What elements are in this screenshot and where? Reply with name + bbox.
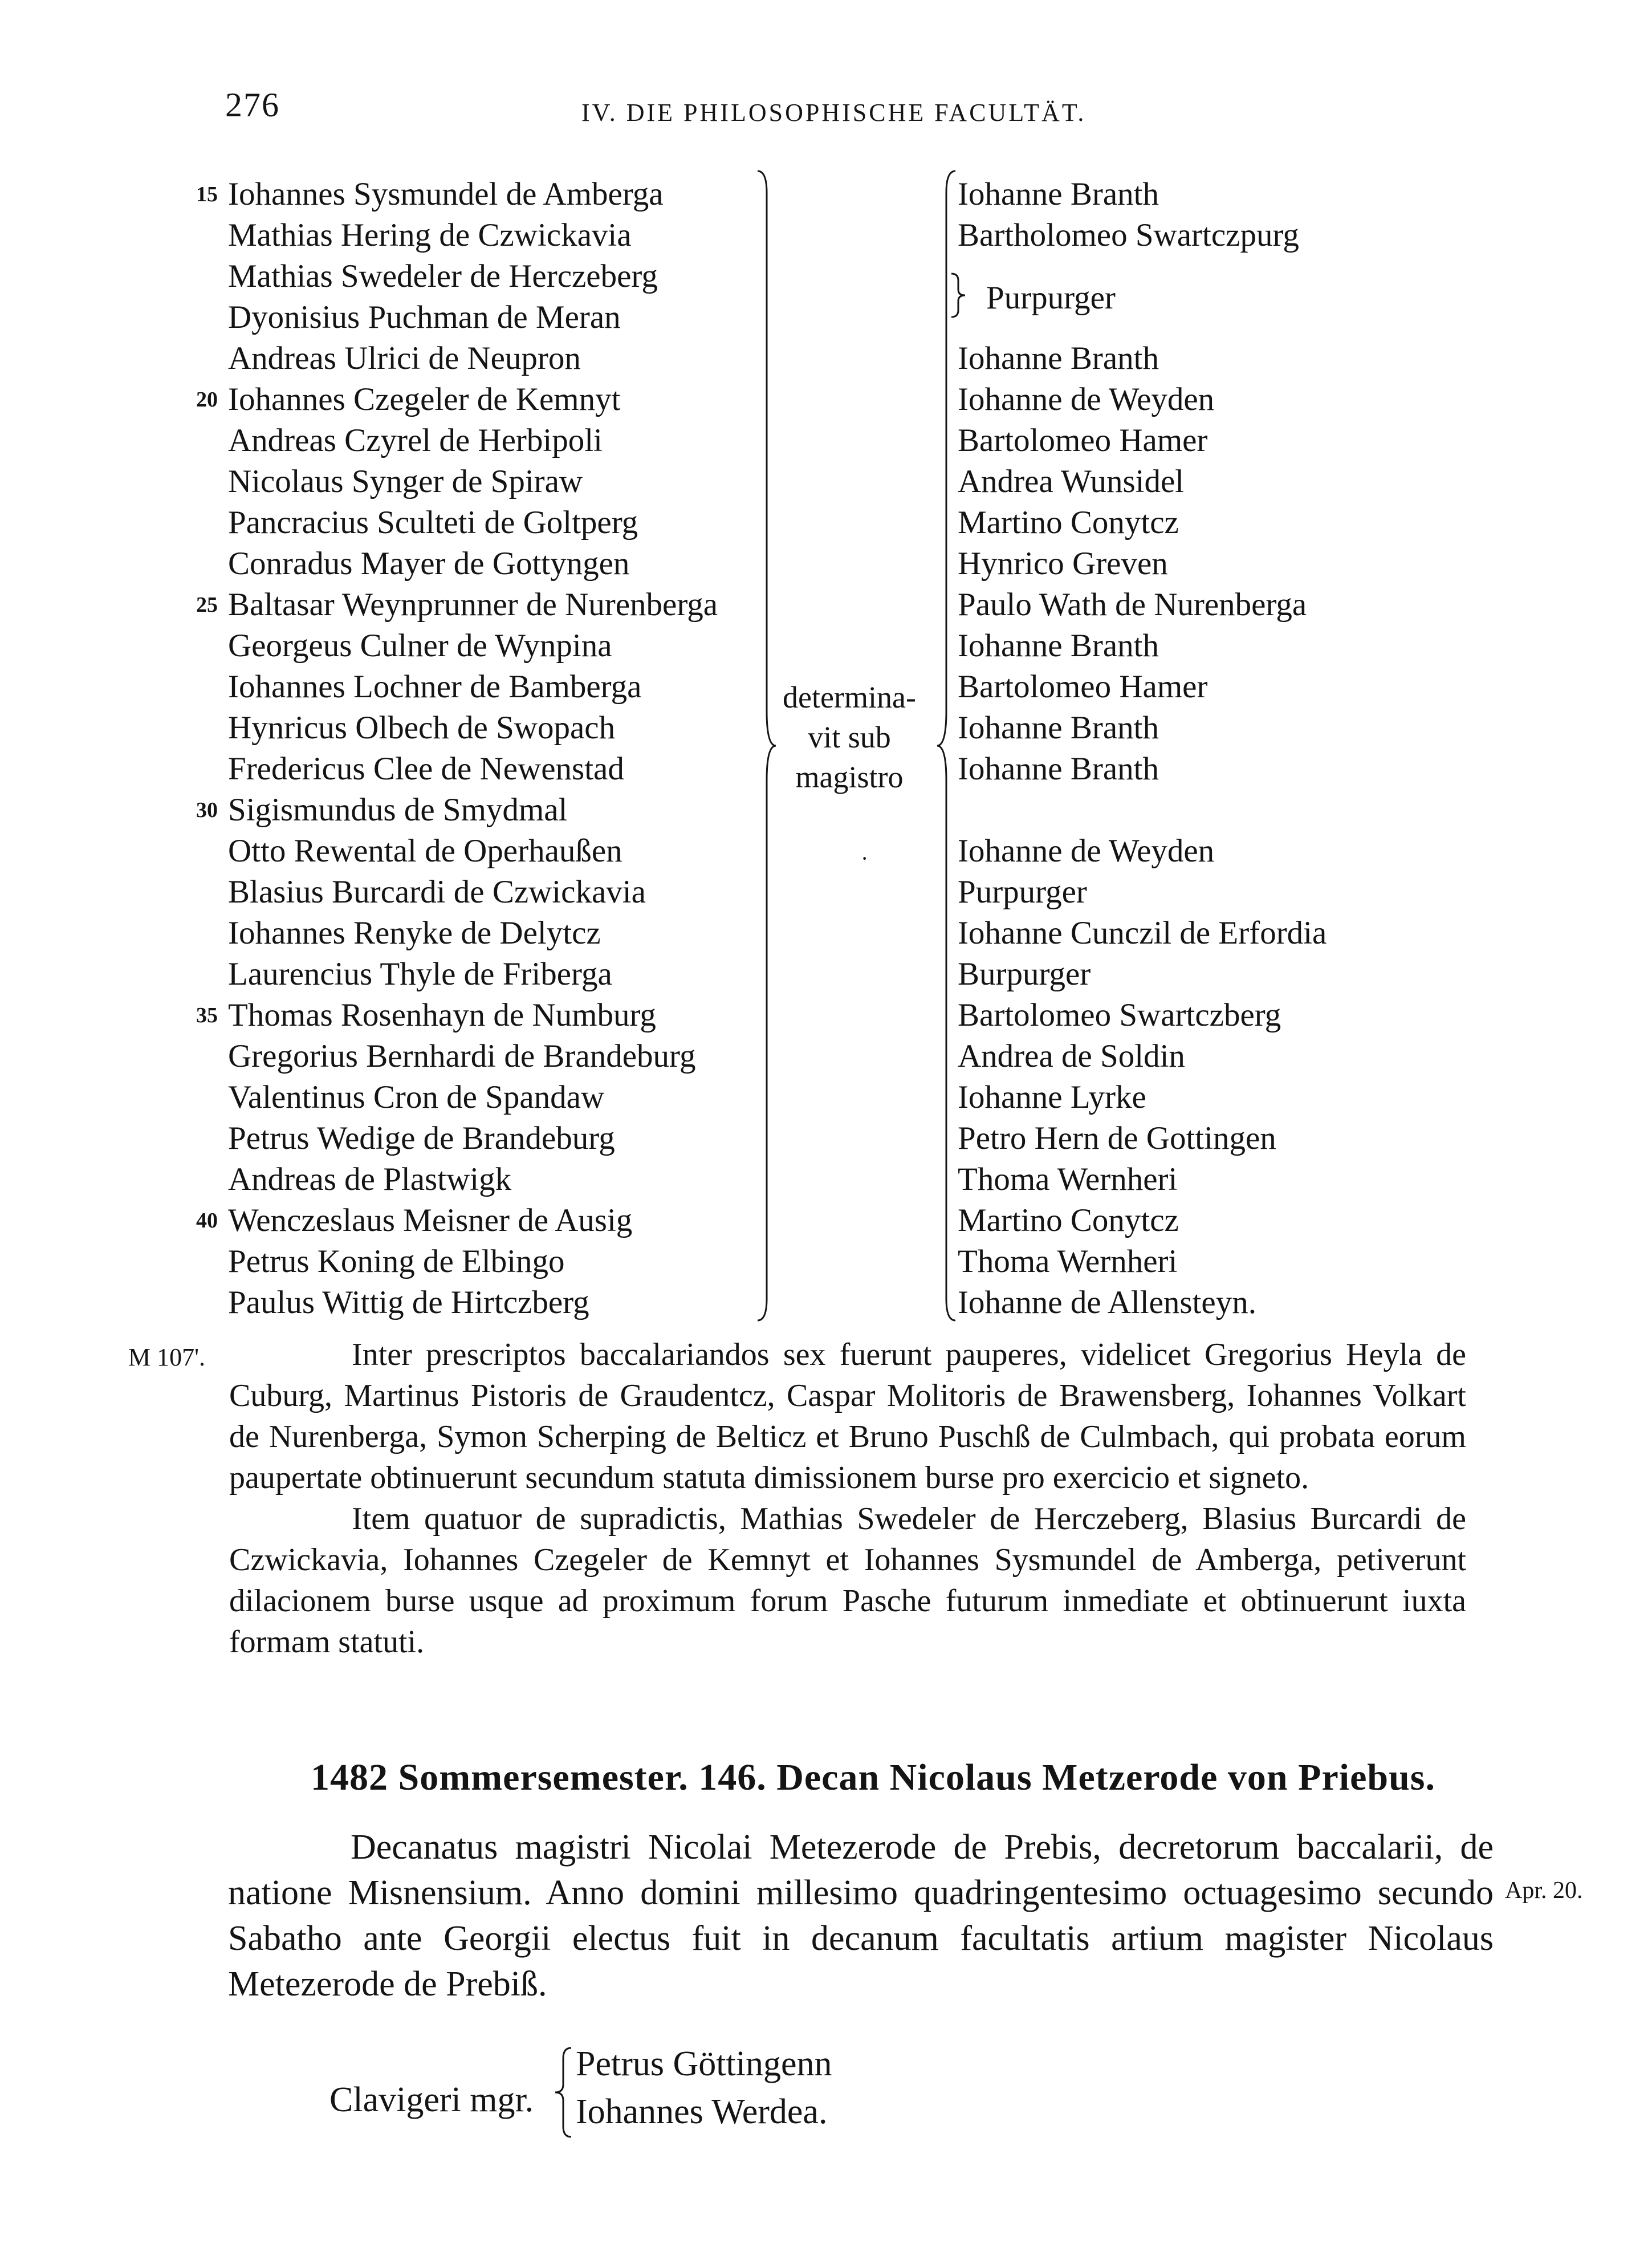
student-name: Nicolaus Synger de Spiraw [228,464,583,499]
examiner-row [958,502,1380,543]
student-name: Blasius Burcardi de Czwickavia [228,874,646,910]
examiner-row [958,1159,1380,1200]
examiner-name: Burpurger [958,956,1091,992]
examiner-name: Iohanne Branth [958,710,1159,746]
examiner-row [958,1282,1380,1323]
section-heading: 1482 Sommersemester. 146. Decan Nicolaus Metzerode von Priebus. [311,1757,1435,1798]
clavigeri-label: Clavigeri mgr. [329,2080,534,2119]
examiner-name: Andrea Wunsidel [958,464,1185,499]
student-name: Laurencius Thyle de Friberga [228,956,612,992]
middle-label-line: determina- [783,680,916,714]
examiner-row [958,995,1380,1036]
left-group-brace [755,170,778,1322]
student-name: Paulus Wittig de Hirtczberg [228,1285,589,1320]
examiner-name: Iohanne Branth [958,340,1159,376]
student-row [228,420,752,461]
examiner-row [958,215,1380,256]
line-number: 20 [196,388,218,412]
examiner-name: Paulo Wath de Nurenberga [958,587,1307,623]
examiner-name: Bartolomeo Hamer [958,669,1208,705]
page-number: 276 [225,86,280,124]
student-name: Mathias Swedeler de Herczeberg [228,258,658,294]
student-name: Mathias Hering de Czwickavia [228,217,632,253]
examiner-row [958,174,1380,215]
student-name: Andreas de Plastwigk [228,1161,512,1197]
student-row [228,666,752,708]
examiner-row [958,954,1380,995]
clavigeri-name: Iohannes Werdea. [576,2092,828,2131]
examiner-row [958,584,1380,625]
student-name: Thomas Rosenhayn de Numburg [228,997,656,1033]
examiner-row [958,1077,1380,1118]
clavigeri-brace [552,2047,575,2141]
student-name: Georgeus Culner de Wynpina [228,628,612,664]
dilacio-paragraph: Item quatuor de supradictis, Mathias Swedeler de Herczeberg, Blasius Burcardi de Czwickavia, Iohannes Czegeler de Kemnyt et Iohannes Sysmundel de Amberga, petiverunt dilacionem burse usque ad proximum forum Pasche futurum inmediate et obtinuerunt iuxta formam statuti. [229,1501,1466,1660]
examiner-row [958,1241,1380,1282]
examiner-name: Thoma Wernheri [958,1243,1178,1279]
student-name: Dyonisius Puchman de Meran [228,299,621,335]
student-row [228,749,752,790]
examiner-row [958,913,1380,954]
student-row [228,502,752,543]
examiner-row [958,708,1380,749]
line-number: 35 [196,1003,218,1027]
student-row [228,872,752,913]
paupers-paragraph: Inter prescriptos baccalariandos sex fuerunt pauperes, videlicet Gregorius Heyla de Cuburg, Martinus Pistoris de Graudentcz, Caspar Molitoris de Brawensberg, Iohannes Volkart de Nurenberga, Symon Scherping de Belticz et Bruno Puschß de Culmbach, qui probata eorum paupertate obtinuerunt secundum statuta dimissionem burse pro exercicio et signeto. [229,1337,1466,1495]
line-number: 25 [196,593,218,617]
student-name: Iohannes Czegeler de Kemnyt [228,381,621,417]
examiner-name: Iohanne de Weyden [958,833,1215,869]
examiner-name: Bartolomeo Swartczberg [958,997,1281,1033]
student-row [228,913,752,954]
examiner-name: Martino Conytcz [958,1202,1179,1238]
student-row [228,1159,752,1200]
decanatus-paragraph: Decanatus magistri Nicolai Metezerode de Prebis, decretorum baccalarii, de natione Misnensium. Anno domini millesimo quadringentesimo octuagesimo secundo Sabatho ante Georgii electus fuit in decanum facultatis artium magister Nicolaus Metezerode de Prebiß. [228,1828,1494,2003]
student-name: Iohannes Lochner de Bamberga [228,669,642,705]
student-name: Pancracius Sculteti de Goltperg [228,505,638,540]
student-name: Gregorius Bernhardi de Brandeburg [228,1038,696,1074]
examiner-row [958,461,1380,502]
student-name: Sigismundus de Smydmal [228,792,568,828]
middle-label-line: magistro [795,760,904,794]
student-name: Petrus Koning de Elbingo [228,1243,565,1279]
student-name: Hynricus Olbech de Swopach [228,710,616,746]
grouped-examiner: Purpurger [986,280,1116,316]
student-row [228,215,752,256]
student-row [228,1077,752,1118]
student-name: Petrus Wedige de Brandeburg [228,1120,615,1156]
student-name: Andreas Czyrel de Herbipoli [228,422,603,458]
stray-dot: · [861,846,869,871]
student-row [228,543,752,584]
middle-label-line: vit sub [808,720,891,754]
clavigeri-name: Petrus Göttingenn [576,2045,832,2083]
examiner-name: Iohanne de Allensteyn. [958,1285,1256,1320]
student-row [196,584,752,625]
examiner-name: Bartholomeo Swartczpurg [958,217,1299,253]
margin-note-m107: M 107'. [128,1343,206,1371]
student-name: Conradus Mayer de Gottyngen [228,546,630,582]
examiner-row [958,543,1380,584]
examiner-name: Iohanne Cunczil de Erfordia [958,915,1327,951]
examiner-name: Bartolomeo Hamer [958,422,1208,458]
examiner-name: Hynrico Greven [958,546,1168,582]
student-name: Andreas Ulrici de Neupron [228,340,581,376]
student-row [228,297,752,338]
examiner-name: Thoma Wernheri [958,1161,1178,1197]
examiner-row [958,666,1380,708]
examiner-row [958,625,1380,666]
clavigeri-names [576,2040,832,2136]
student-row [196,1200,752,1241]
student-name-list [196,174,752,1323]
line-number: 30 [196,798,218,822]
examiner-list [958,174,1380,1323]
student-name: Wenczeslaus Meisner de Ausig [228,1202,633,1238]
examiner-row [958,749,1380,790]
margin-note-date: Apr. 20. [1505,1877,1583,1904]
student-name: Valentinus Cron de Spandaw [228,1079,605,1115]
student-row [228,1118,752,1159]
examiner-name: Iohanne Branth [958,176,1159,212]
student-row [228,954,752,995]
student-name: Iohannes Sysmundel de Amberga [228,176,664,212]
student-row [228,1036,752,1077]
examiner-row [958,1200,1380,1241]
examiner-name: Purpurger [958,874,1087,910]
student-row [228,831,752,872]
student-row [196,174,752,215]
examiner-row [958,790,1380,831]
examiner-row [958,831,1380,872]
examiner-name: Andrea de Soldin [958,1038,1185,1074]
examiner-row [958,872,1380,913]
examiner-name: Iohanne Branth [958,628,1159,664]
examiner-name: Petro Hern de Gottingen [958,1120,1276,1156]
examiner-row [958,338,1380,379]
examiner-row [958,420,1380,461]
student-row [196,995,752,1036]
student-row [228,338,752,379]
examiner-row [958,379,1380,420]
student-name: Fredericus Clee de Newenstad [228,751,624,787]
student-row [228,256,752,297]
student-row [228,708,752,749]
running-head: IV. DIE PHILOSOPHISCHE FACULTÄT. [581,99,1087,127]
examiner-name: Martino Conytcz [958,505,1179,540]
examiner-name: Iohanne Lyrke [958,1079,1146,1115]
student-row [196,790,752,831]
examiner-name: Iohanne Branth [958,751,1159,787]
student-row [228,1282,752,1323]
student-row [228,1241,752,1282]
student-name: Otto Rewental de Operhaußen [228,833,622,869]
student-name: Baltasar Weynprunner de Nurenberga [228,587,718,623]
student-row [228,625,752,666]
purpurger-brace [948,273,971,321]
line-number: 15 [196,182,218,206]
examiner-name: Iohanne de Weyden [958,381,1215,417]
student-row [228,461,752,502]
determinavit-sub-magistro-label [775,677,923,797]
examiner-row [958,1118,1380,1159]
line-number: 40 [196,1209,218,1233]
student-row [196,379,752,420]
right-group-brace [935,170,958,1322]
student-name: Iohannes Renyke de Delytcz [228,915,601,951]
examiner-row [958,1036,1380,1077]
